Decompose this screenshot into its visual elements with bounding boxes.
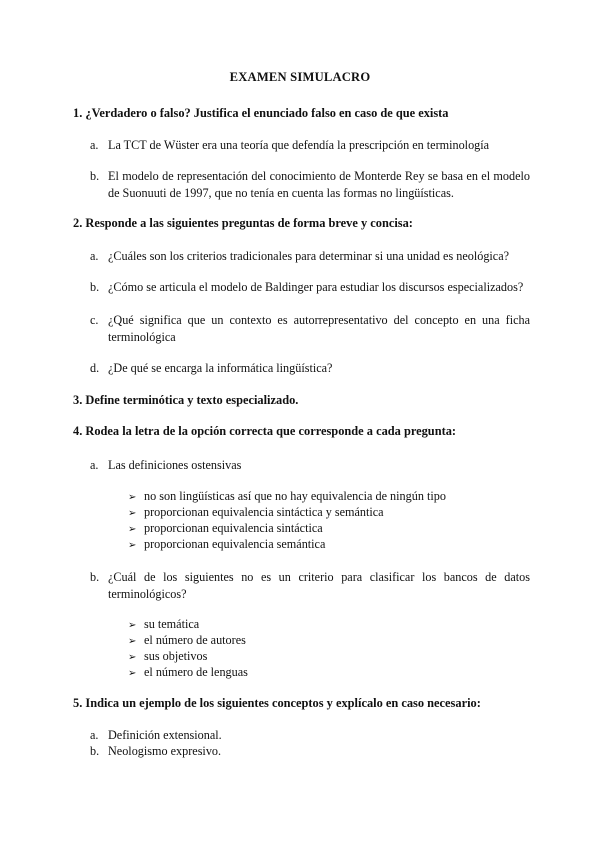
- arrowhead-bullet-icon: ➢: [128, 508, 137, 519]
- question-2-item-a: [90, 248, 530, 265]
- option-text: proporcionan equivalencia sintáctica y semántica: [144, 505, 384, 519]
- item-marker: a.: [90, 249, 99, 263]
- item-marker: b.: [90, 280, 100, 294]
- question-2-item-c: [90, 312, 530, 345]
- arrowhead-bullet-icon: ➢: [128, 492, 137, 503]
- option-text: el número de lenguas: [144, 665, 248, 679]
- option-text: el número de autores: [144, 633, 246, 647]
- question-1-heading: 1. ¿Verdadero o falso? Justifica el enunciado falso en caso de que exista: [73, 106, 449, 120]
- item-marker: b.: [90, 169, 100, 183]
- item-marker: a.: [90, 728, 99, 742]
- item-text: ¿Cuál de los siguientes no es un criterio para clasificar los bancos de datos terminológicos?: [108, 570, 530, 601]
- item-marker: d.: [90, 361, 100, 375]
- question-4-heading: 4. Rodea la letra de la opción correcta que corresponde a cada pregunta:: [73, 424, 457, 438]
- item-text: Definición extensional.: [108, 728, 222, 742]
- item-text: El modelo de representación del conocimiento de Monterde Rey se basa en el modelo de Suonuuti de 1997, que no tenía en cuenta las formas no lingüísticas.: [108, 169, 530, 200]
- item-marker: a.: [90, 138, 99, 152]
- item-marker: b.: [90, 744, 100, 758]
- arrowhead-bullet-icon: ➢: [128, 668, 137, 679]
- arrowhead-bullet-icon: ➢: [128, 540, 137, 551]
- option-text: sus objetivos: [144, 649, 208, 663]
- question-2-item-b: [90, 279, 530, 296]
- question-2-heading: 2. Responde a las siguientes preguntas de forma breve y concisa:: [73, 216, 413, 230]
- arrowhead-bullet-icon: ➢: [128, 652, 137, 663]
- option-text: su temática: [144, 617, 200, 631]
- item-text: ¿Qué significa que un contexto es autorrepresentativo del concepto en una ficha terminológica: [108, 313, 530, 344]
- item-marker: b.: [90, 570, 100, 584]
- question-5-heading: 5. Indica un ejemplo de los siguientes conceptos y explícalo en caso necesario:: [73, 696, 481, 710]
- arrowhead-bullet-icon: ➢: [128, 524, 137, 535]
- option-text: proporcionan equivalencia semántica: [144, 537, 326, 551]
- item-text: La TCT de Wüster era una teoría que defendía la prescripción en terminología: [108, 138, 490, 152]
- item-text: ¿Cuáles son los criterios tradicionales para determinar si una unidad es neológica?: [108, 249, 510, 263]
- option-text: no son lingüísticas así que no hay equivalencia de ningún tipo: [144, 489, 446, 503]
- item-marker: a.: [90, 458, 99, 472]
- option-row[interactable]: [128, 664, 248, 682]
- item-text: Neologismo expresivo.: [108, 744, 222, 758]
- item-marker: c.: [90, 313, 99, 327]
- question-4-item-b: [90, 569, 530, 602]
- question-4-item-a: [90, 457, 530, 474]
- arrowhead-bullet-icon: ➢: [128, 636, 137, 647]
- question-3-heading: 3. Define terminótica y texto especializado.: [73, 393, 299, 407]
- item-text: ¿De qué se encarga la informática lingüística?: [108, 361, 333, 375]
- question-1-item-a: [90, 137, 530, 154]
- question-5-item-b: [90, 743, 221, 760]
- exam-title: EXAMEN SIMULACRO: [229, 70, 371, 84]
- question-2-item-d: [90, 360, 530, 377]
- option-text: proporcionan equivalencia sintáctica: [144, 521, 323, 535]
- arrowhead-bullet-icon: ➢: [128, 620, 137, 631]
- option-row[interactable]: [128, 536, 325, 554]
- question-5-item-a: [90, 727, 222, 744]
- item-text: ¿Cómo se articula el modelo de Baldinger para estudiar los discursos especializados?: [108, 280, 524, 294]
- question-1-item-b: [90, 168, 530, 201]
- item-text: Las definiciones ostensivas: [108, 458, 242, 472]
